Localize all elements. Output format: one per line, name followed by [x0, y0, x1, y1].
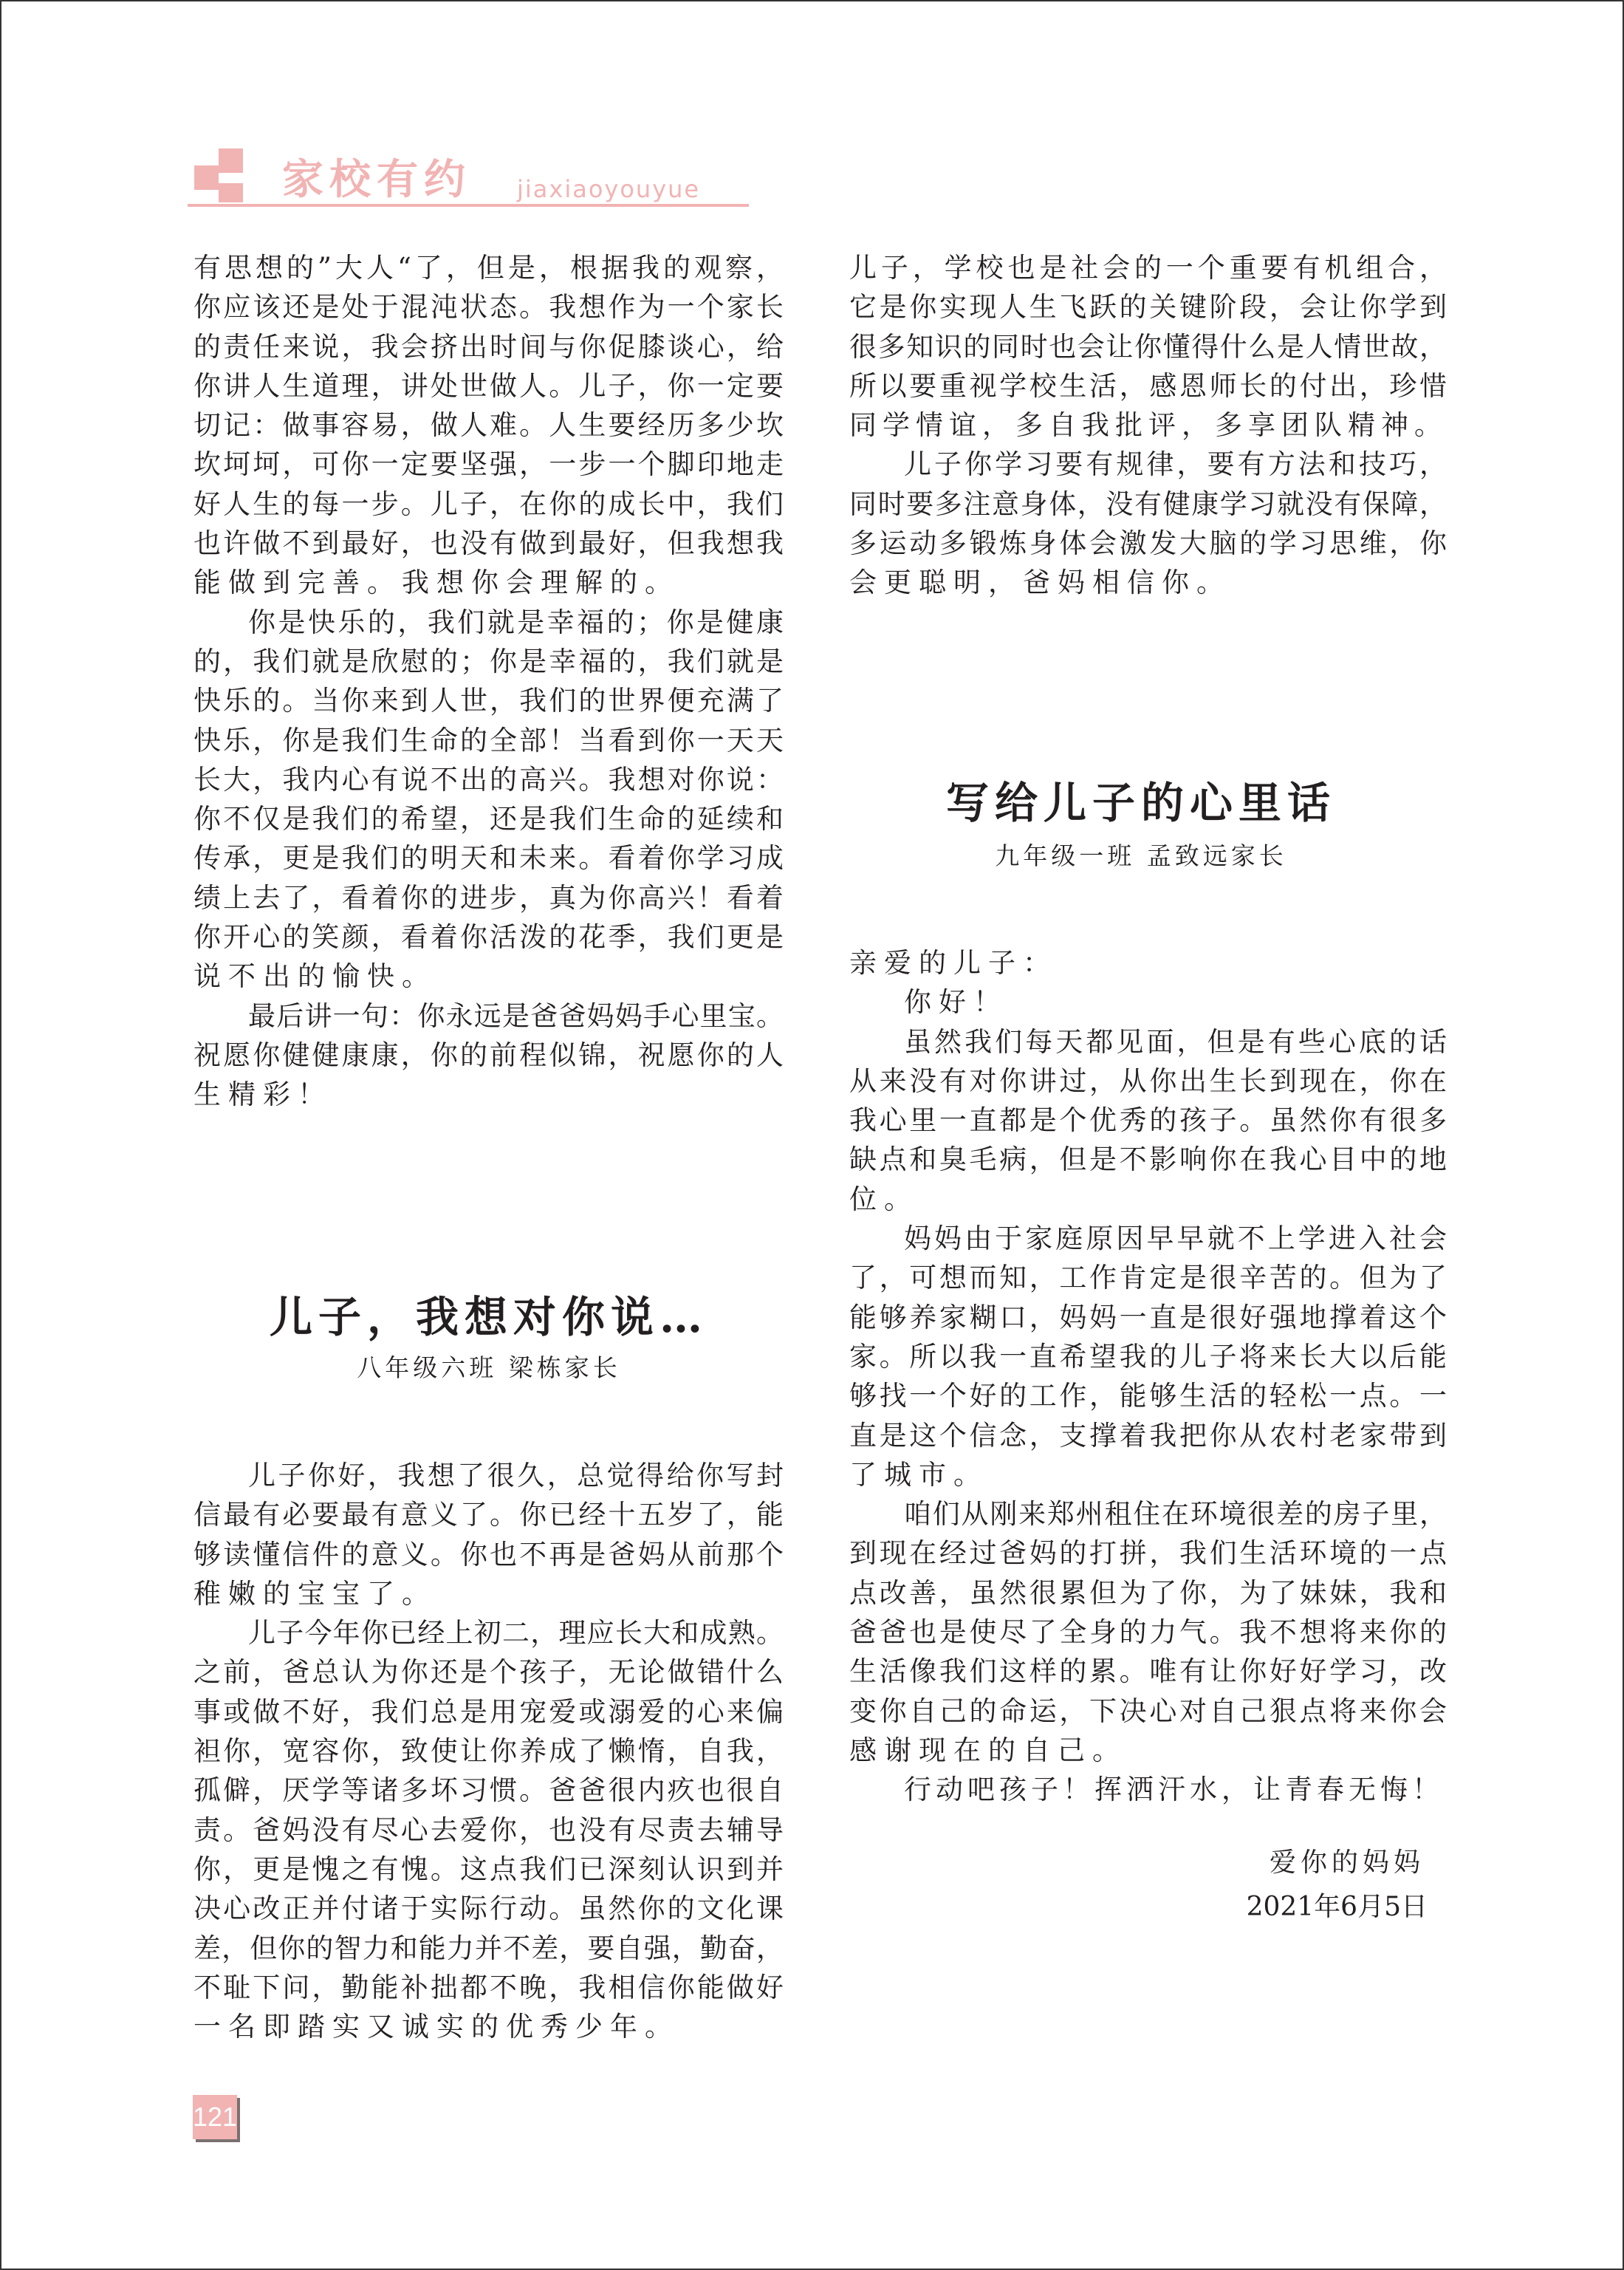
text-line: 到现在经过爸妈的打拼，我们生活环境的一点	[849, 1537, 1447, 1570]
text-line: 感谢现在的自己。	[849, 1734, 1127, 1766]
text-line: 你讲人生道理，讲处世做人。儿子，你一定要	[193, 369, 784, 402]
header-logo-block	[194, 165, 219, 190]
text-line: 它是你实现人生飞跃的关键阶段，会让你学到	[849, 291, 1447, 324]
text-line: 的，我们就是欣慰的；你是幸福的，我们就是	[193, 645, 784, 677]
text-line: 同学情谊，多自我批评，多享团队精神。	[849, 409, 1447, 442]
text-line: 了城市。	[849, 1458, 988, 1491]
article-body	[193, 1456, 784, 2046]
text-line: 你是快乐的，我们就是幸福的；你是健康	[248, 606, 784, 638]
text-line: 会更聪明，爸妈相信你。	[849, 567, 1231, 599]
text-line: 妈妈由于家庭原因早早就不上学进入社会	[904, 1223, 1447, 1255]
text-line: 了，可想而知，工作肯定是很辛苦的。但为了	[849, 1262, 1447, 1294]
text-line: 够读懂信件的意义。你也不再是爸妈从前那个	[193, 1538, 784, 1570]
text-line: 行动吧孩子！挥洒汗水，让青春无悔！	[904, 1774, 1444, 1806]
text-line: 我心里一直都是个优秀的孩子。虽然你有很多	[849, 1104, 1447, 1137]
text-line: 切记：做事容易，做人难。人生要经历多少坎	[193, 409, 784, 442]
text-line: 家。所以我一直希望我的儿子将来长大以后能	[849, 1340, 1447, 1372]
section-title: 家校有约	[282, 156, 471, 204]
left-top-text	[193, 248, 784, 1115]
text-line: 很多知识的同时也会让你懂得什么是人情世故，	[849, 330, 1447, 363]
text-line: 缺点和臭毛病，但是不影响你在我心目中的地	[849, 1143, 1447, 1176]
text-line: 直是这个信念，支撑着我把你从农村老家带到	[849, 1419, 1447, 1452]
text-line: 稚嫩的宝宝了。	[193, 1577, 436, 1610]
text-line: 生精彩！	[193, 1078, 332, 1111]
article-byline: 八年级六班 梁栋家长	[357, 1353, 621, 1382]
text-line: 责。爸妈没有尽心去爱你，也没有尽责去辅导	[193, 1813, 784, 1846]
text-line: 爸爸也是使尽了全身的力气。我不想将来你的	[849, 1616, 1447, 1649]
article-title: 写给儿子的心里话	[945, 778, 1336, 828]
text-line: 从来没有对你讲过，从你出生长到现在，你在	[849, 1064, 1447, 1097]
text-line: 你，更是愧之有愧。这点我们已深刻认识到并	[193, 1853, 784, 1885]
text-line: 点改善，虽然很累但为了你，为了妹妹，我和	[849, 1576, 1447, 1609]
text-line: 绩上去了，看着你的进步，真为你高兴！看着	[193, 881, 784, 914]
text-line: 最后讲一句：你永远是爸爸妈妈手心里宝。	[248, 999, 784, 1032]
header-logo-block	[219, 183, 243, 202]
text-line: 儿子你学习要有规律，要有方法和技巧，	[904, 448, 1447, 481]
text-line: 不耻下问，勤能补拙都不晚，我相信你能做好	[193, 1971, 784, 2003]
text-line: 有思想的”大人“了，但是，根据我的观察，	[193, 252, 784, 284]
text-line: 传承，更是我们的明天和未来。看着你学习成	[193, 842, 784, 875]
page-number: 121	[193, 2095, 237, 2139]
text-line: 位。	[849, 1183, 919, 1215]
header-divider	[188, 204, 749, 207]
text-line: 决心改正并付诸于实际行动。虽然你的文化课	[193, 1893, 784, 1925]
right-top-text	[849, 248, 1447, 603]
text-line: 快乐，你是我们生命的全部！当看到你一天天	[193, 724, 784, 756]
article-body	[849, 943, 1447, 1810]
text-line: 能做到完善。我想你会理解的。	[193, 567, 679, 599]
text-line: 好人生的每一步。儿子，在你的成长中，我们	[193, 488, 784, 520]
text-line: 你好！	[904, 986, 1008, 1019]
letter-signature: 爱你的妈妈	[1269, 1847, 1425, 1878]
text-line: 快乐的。当你来到人世，我们的世界便充满了	[193, 685, 784, 717]
text-line: 生活像我们这样的累。唯有让你好好学习，改	[849, 1655, 1447, 1688]
text-line: 儿子你好，我想了很久，总觉得给你写封	[248, 1460, 784, 1491]
text-line: 差，但你的智力和能力并不差，要自强，勤奋，	[193, 1932, 784, 1964]
letter-date: 2021年6月5日	[1246, 1892, 1428, 1922]
text-line: 孤僻，厌学等诸多坏习惯。爸爸很内疚也很自	[193, 1774, 784, 1807]
text-line: 之前，爸总认为你还是个孩子，无论做错什么	[193, 1656, 784, 1689]
text-line: 信最有必要最有意义了。你已经十五岁了，能	[193, 1499, 784, 1531]
text-line: 说不出的愉快。	[193, 960, 436, 993]
text-line: 袒你，宽容你，致使让你养成了懒惰，自我，	[193, 1735, 784, 1768]
text-line: 坎坷坷，可你一定要坚强，一步一个脚印地走	[193, 448, 784, 481]
text-line: 多运动多锻炼身体会激发大脑的学习思维，你	[849, 527, 1447, 560]
text-line: 你应该还是处于混沌状态。我想作为一个家长	[193, 291, 784, 324]
text-line: 也许做不到最好，也没有做到最好，但我想我	[193, 527, 784, 560]
text-line: 变你自己的命运，下决心对自己狠点将来你会	[849, 1695, 1447, 1727]
section-pinyin: jiaxiaoyouyue	[517, 175, 701, 203]
text-line: 所以要重视学校生活，感恩师长的付出，珍惜	[849, 369, 1447, 402]
text-line: 能够养家糊口，妈妈一直是很好强地撑着这个	[849, 1301, 1447, 1333]
text-line: 你不仅是我们的希望，还是我们生命的延续和	[193, 803, 784, 835]
text-line: 够找一个好的工作，能够生活的轻松一点。一	[849, 1380, 1447, 1412]
text-line: 虽然我们每天都见面，但是有些心底的话	[904, 1025, 1447, 1058]
text-line: 一名即踏实又诚实的优秀少年。	[193, 2011, 679, 2043]
article-title: 儿子，我想对你说…	[269, 1292, 708, 1342]
text-line: 咱们从刚来郑州租住在环境很差的房子里，	[904, 1498, 1447, 1531]
text-line: 你开心的笑颜，看着你活泼的花季，我们更是	[193, 921, 784, 954]
text-line: 祝愿你健健康康，你的前程似锦，祝愿你的人	[193, 1039, 784, 1071]
text-line: 亲爱的儿子：	[849, 947, 1058, 979]
text-line: 事或做不好，我们总是用宠爱或溺爱的心来偏	[193, 1695, 784, 1728]
text-line: 儿子今年你已经上初二，理应长大和成熟。	[248, 1617, 784, 1649]
header-logo-block	[219, 148, 243, 173]
article-byline: 九年级一班 孟致远家长	[995, 841, 1287, 870]
text-line: 儿子，学校也是社会的一个重要有机组合，	[849, 252, 1447, 284]
text-line: 的责任来说，我会挤出时间与你促膝谈心，给	[193, 330, 784, 363]
text-line: 长大，我内心有说不出的高兴。我想对你说：	[193, 763, 784, 796]
text-line: 同时要多注意身体，没有健康学习就没有保障，	[849, 488, 1447, 520]
